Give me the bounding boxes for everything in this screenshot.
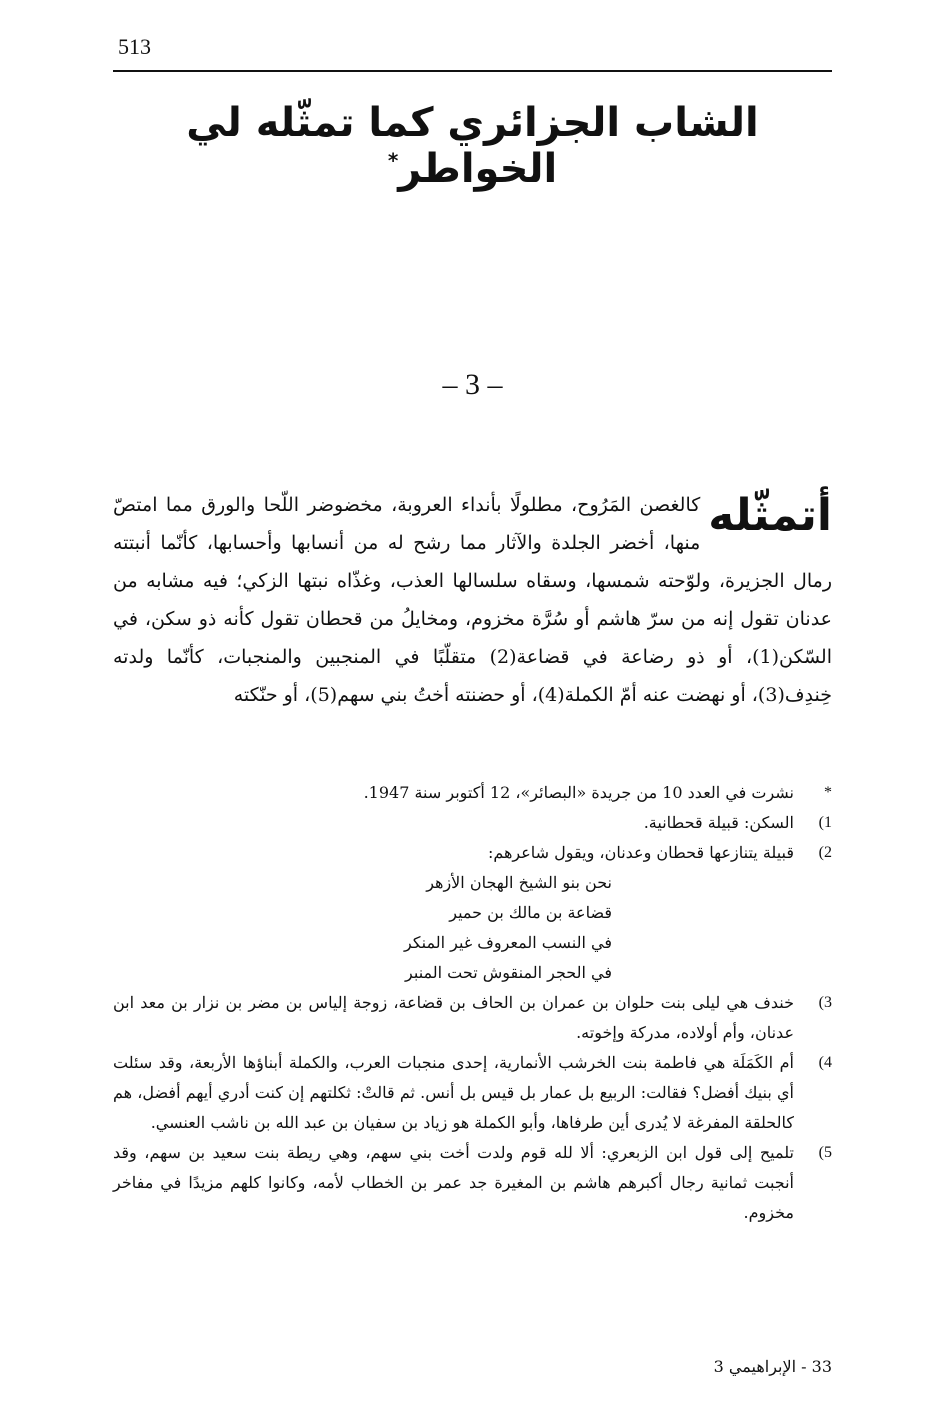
page-title [113, 100, 832, 192]
footnote-mark: 4) [818, 1054, 832, 1071]
footnote-4 [113, 1048, 832, 1138]
footnote-1 [113, 808, 832, 838]
footnote-mark: 3) [818, 994, 832, 1011]
poem-verses [113, 868, 832, 988]
dropcap-word: أتمثّله [708, 490, 832, 541]
body-text: كالغصن المَرُوح، مطلولًا بأنداء العروبة، مخضوضر اللّحا والورق مما امتصّ منها، أخضر الجلدة والآثار مما رشح له من أنسابها وأحسابها، كأنّما أنبتته رمال الجزيرة، ولوّحته شمسها، وسقاه سلسالها العذب، وغذّاه نبتها الزكي؛ فيه مشابه من عدنان تقول إنه من سرّ هاشم أو سُرَّة مخزوم، ومخايلُ من قحطان تقول كأنه ذو سكن، في السّكن(1)، أو ذو رضاعة في قضاعة(2) متقلّبًا في المنجبين والمنجبات، كأنّما ولدته خِندِف(3)، أو نهضت عنه أمّ الكملة(4)، أو حضنته أختُ بني سهم(5)، أو حنّكته [113, 494, 832, 706]
footnote-5 [113, 1138, 832, 1228]
footnotes [113, 778, 832, 1228]
footnote-text: تلميح إلى قول ابن الزبعري: ألا لله قوم ولدت أخت بني سهم، وهي ريطة بنت سعيد بن سهم، وقد أنجبت ثمانية رجال أكبرهم هاشم بن المغيرة جد عمر بن الخطاب لأمه، وكانوا كلهم مزيدًا في مفاخر مخزوم. [113, 1143, 794, 1222]
footnote-text: خندف هي ليلى بنت حلوان بن عمران بن الحاف بن قضاعة، زوجة إلياس بن مضر بن نزار بن معد ابن عدنان، وأم أولاده، مدركة وإخوته. [113, 993, 794, 1042]
footnote-3 [113, 988, 832, 1048]
footnote-star [113, 778, 832, 808]
title-text: الشاب الجزائري كما تمثّله لي الخواطر [186, 100, 759, 192]
page-number: 513 [118, 34, 151, 59]
footnote-text: نشرت في العدد 10 من جريدة «البصائر»، 12 أكتوبر سنة 1947. [363, 783, 794, 802]
footnote-text: السكن: قبيلة قحطانية. [643, 813, 794, 832]
body-paragraph [113, 486, 832, 714]
section-number: – 3 – [442, 368, 503, 401]
verse-line: في الحجر المنقوش تحت المنبر [405, 963, 612, 982]
footnote-mark: 2) [818, 844, 832, 861]
verse-line: نحن بنو الشيخ الهجان الأزهر [426, 873, 612, 892]
title-footnote-mark: * [387, 148, 399, 173]
footnote-2 [113, 838, 832, 868]
verse-line: في النسب المعروف غير المنكر [404, 933, 612, 952]
footnote-text: قبيلة يتنازعها قحطان وعدنان، ويقول شاعرهم: [487, 843, 794, 862]
footnote-mark: * [824, 784, 832, 801]
verse-line: قضاعة بن مالك بن حمير [449, 903, 612, 922]
volume-signature: 33 - الإبراهيمي 3 [713, 1357, 832, 1376]
header-rule [113, 70, 832, 72]
footnote-mark: 1) [818, 814, 832, 831]
footnote-text: أم الكَمَلَة هي فاطمة بنت الخرشب الأنمارية، إحدى منجبات العرب، والكملة أبناؤها الأربعة، وقد سئلت أي بنيك أفضل؟ فقالت: الربيع بل عمار بل قيس بل أنس. ثم قالتْ: ثكلتهم إن كنت أدري أيهم أفضل، هم كالحلقة المفرغة لا يُدرى أين طرفاها، وأبو الكملة هو زياد بن سفيان بن عبد الله بن ناشب العنسي. [113, 1053, 794, 1132]
footnote-mark: 5) [818, 1144, 832, 1161]
